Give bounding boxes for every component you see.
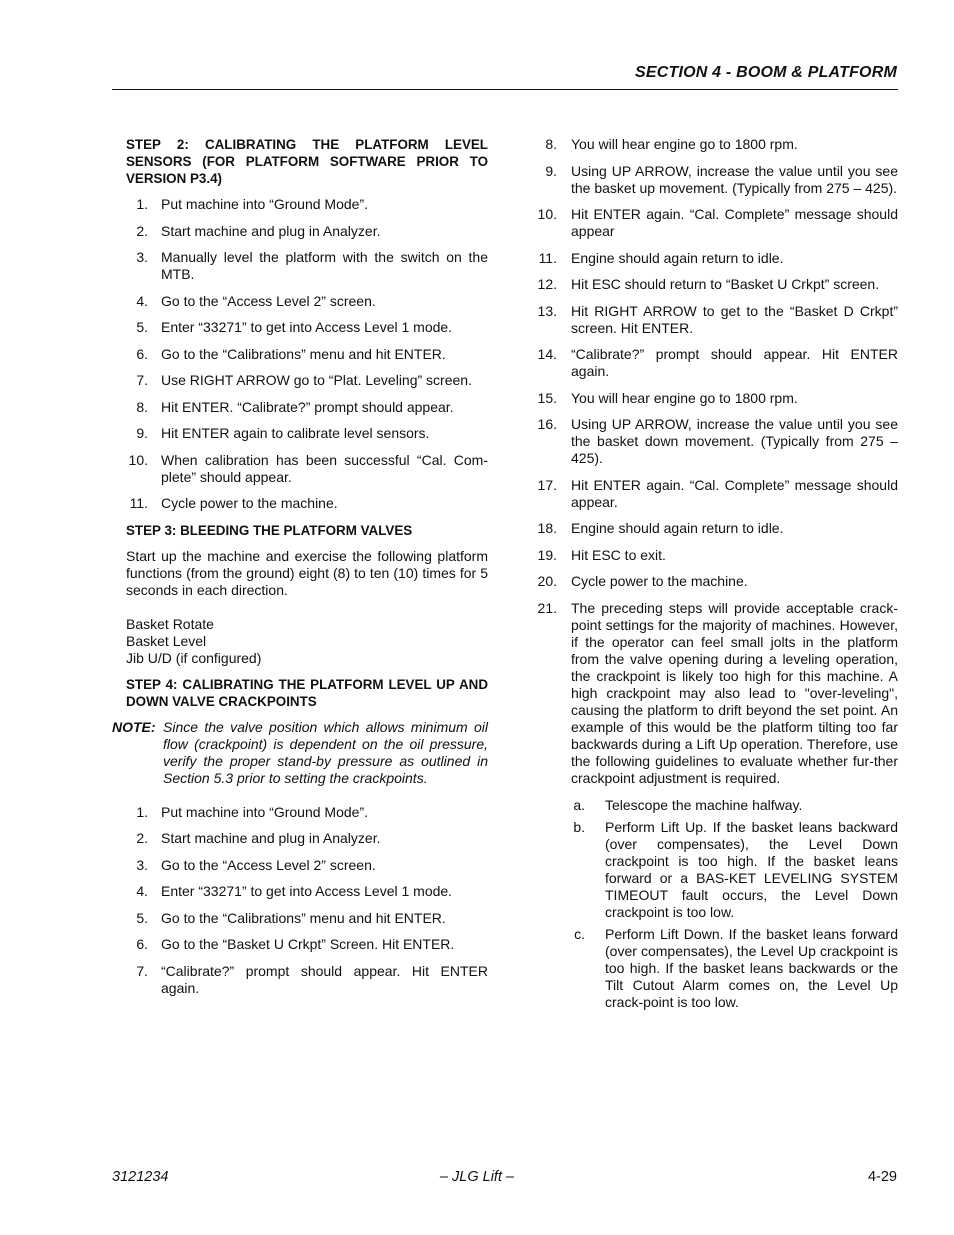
list-item xyxy=(126,830,488,847)
item-text: Go to the “Basket U Crkpt” Screen. Hit ENTER. xyxy=(161,936,455,952)
item-number: 2. xyxy=(136,222,148,239)
item-number: 6. xyxy=(136,345,148,362)
function-item: Basket Rotate xyxy=(126,615,214,632)
item-number: 5. xyxy=(136,319,148,335)
item-text: Hit ESC to exit. xyxy=(571,546,666,563)
note-block xyxy=(112,719,488,787)
list-item xyxy=(126,425,488,442)
item-number: 1. xyxy=(136,196,148,212)
item-number: 7. xyxy=(136,962,148,979)
sub-item-text: Telescope the machine halfway. xyxy=(605,796,803,813)
function-item: Basket Level xyxy=(126,632,207,649)
sub-item-letter: c. xyxy=(574,925,585,942)
list-item xyxy=(537,276,898,293)
item-number: 1. xyxy=(136,803,148,820)
item-text: You will hear engine go to 1800 rpm. xyxy=(571,389,798,406)
item-number: 4. xyxy=(136,883,148,899)
item-text: Enter “33271” to get into Access Level 1 mode. xyxy=(161,883,453,899)
step2-list xyxy=(126,196,488,512)
item-text: Hit ENTER again. “Cal. Complete” message should appear. xyxy=(571,476,898,510)
list-item xyxy=(537,303,898,337)
note-text: Since the valve position which allows minimum oil flow (crackpoint) is dependent on the oil pressure, verify the proper stand-by pressure as outlined in Section 5.3 prior to setting the crackpoints. xyxy=(163,718,488,786)
item-number: 11. xyxy=(538,249,557,266)
list-item xyxy=(126,963,488,997)
item-text: Engine should again return to idle. xyxy=(571,249,784,266)
list-item xyxy=(537,250,898,267)
item-text: Hit ENTER again. “Cal. Complete” message should appear xyxy=(571,206,898,239)
item-text: “Calibrate?” prompt should appear. Hit ENTER again. xyxy=(161,962,488,996)
item-text: Go to the “Access Level 2” screen. xyxy=(161,856,376,873)
item-text: Using UP ARROW, increase the value until you see the basket down movement. (Typically from 275 – 425). xyxy=(571,416,898,466)
list-item xyxy=(126,346,488,363)
header-rule xyxy=(112,89,898,90)
item-number: 11. xyxy=(129,495,148,511)
sub-item xyxy=(571,797,898,814)
item-text: Hit ESC should return to “Basket U Crkpt” screen. xyxy=(571,276,880,292)
right-column xyxy=(537,136,898,1020)
item-number: 6. xyxy=(136,936,148,952)
item-number: 14. xyxy=(537,346,557,362)
item-text: Cycle power to the machine. xyxy=(161,495,338,511)
item-text: Put machine into “Ground Mode”. xyxy=(161,803,368,820)
item-number: 20. xyxy=(537,573,557,589)
list-item xyxy=(126,452,488,486)
item-number: 13. xyxy=(537,302,557,319)
item-text: “Calibrate?” prompt should appear. Hit ENTER again. xyxy=(571,346,898,379)
step4-list xyxy=(126,804,488,997)
item-text: Go to the “Calibrations” menu and hit ENTER. xyxy=(161,909,446,926)
left-column xyxy=(112,136,488,1006)
sub-item-letter: a. xyxy=(573,796,585,813)
list-item xyxy=(126,249,488,283)
list-item xyxy=(126,936,488,953)
item-text: Cycle power to the machine. xyxy=(571,573,748,589)
item-number: 2. xyxy=(136,830,148,846)
item-number: 5. xyxy=(136,909,148,926)
item-text: Manually level the platform with the switch on the MTB. xyxy=(161,249,488,282)
sub-item xyxy=(571,926,898,1011)
list-item xyxy=(126,495,488,512)
item-number: 3. xyxy=(136,856,148,873)
list-item xyxy=(537,416,898,467)
item-number: 21. xyxy=(537,599,557,616)
list-item xyxy=(126,910,488,927)
item-number: 9. xyxy=(545,162,557,179)
item-text: You will hear engine go to 1800 rpm. xyxy=(571,136,798,152)
sub-item-text: Perform Lift Up. If the basket leans backward (over compensates), the Level Down crackpoint is too high. If the basket leans forward or a BAS-KET LEVELING SYSTEM TIMEOUT fault occurs, the Level Down crackpoint is too low. xyxy=(605,818,898,920)
item-number: 7. xyxy=(136,372,148,388)
item-text: Start machine and plug in Analyzer. xyxy=(161,830,381,846)
item-text: Engine should again return to idle. xyxy=(571,520,784,536)
item-text: Put machine into “Ground Mode”. xyxy=(161,196,368,212)
list-item xyxy=(537,346,898,380)
sub-item-text: Perform Lift Down. If the basket leans forward (over compensates), the Level Up crackpoint is too high. If the basket leans backwards or the Tilt Cutout Alarm comes on, the Level Up crack-point is too low. xyxy=(605,925,898,1010)
step4-heading: STEP 4: CALIBRATING THE PLATFORM LEVEL UP AND DOWN VALVE CRACKPOINTS xyxy=(126,676,488,709)
item-number: 3. xyxy=(136,249,148,265)
item-text: The preceding steps will provide acceptable crack-point settings for the majority of machines. However, if the operator can feel small jolts in the platform from the valve opening during a leveling operation, the crackpoint is likely too high for this machine. A high crackpoint may also lead to "over-leveling", causing the platform to drift beyond the set point. An example of this would be the platform tilting too far backwards during a Lift Up operation. Therefore, use the following guidelines to evaluate whether fur-ther crackpoint adjustment is required. xyxy=(571,599,898,786)
step2-heading: STEP 2: CALIBRATING THE PLATFORM LEVEL SENSORS (FOR PLATFORM SOFTWARE PRIOR TO VERSION P3.4) xyxy=(126,137,488,186)
item-text: Enter “33271” to get into Access Level 1 mode. xyxy=(161,319,453,335)
list-item xyxy=(537,136,898,153)
item-number: 15. xyxy=(537,389,557,406)
section-title: SECTION 4 - BOOM & PLATFORM xyxy=(635,64,897,81)
item-number: 9. xyxy=(136,425,148,441)
list-item xyxy=(126,372,488,389)
item-text: Hit RIGHT ARROW to get to the “Basket D Crkpt” screen. Hit ENTER. xyxy=(571,302,898,336)
list-item xyxy=(537,573,898,590)
list-item xyxy=(126,399,488,416)
item-text: Start machine and plug in Analyzer. xyxy=(161,222,381,239)
guideline-sublist xyxy=(571,797,898,1011)
list-item xyxy=(126,883,488,900)
item-text: Go to the “Calibrations” menu and hit ENTER. xyxy=(161,345,446,362)
item-number: 12. xyxy=(537,276,557,292)
item-number: 17. xyxy=(537,476,557,493)
item-number: 16. xyxy=(537,416,557,432)
list-item xyxy=(537,206,898,240)
list-item xyxy=(537,477,898,511)
step3-paragraph: Start up the machine and exercise the following platform functions (from the ground) eight (8) to ten (10) times for 5 seconds in each direction. xyxy=(126,547,488,598)
list-item xyxy=(537,520,898,537)
sub-item-letter: b. xyxy=(573,818,585,835)
item-number: 10. xyxy=(128,451,148,468)
list-item xyxy=(126,293,488,310)
item-text: When calibration has been successful “Cal. Com-plete” should appear. xyxy=(161,451,488,485)
footer-brand: – JLG Lift – xyxy=(439,1169,515,1185)
item-number: 8. xyxy=(136,398,148,415)
sub-item xyxy=(571,819,898,921)
list-item xyxy=(126,319,488,336)
note-label: NOTE: xyxy=(112,718,156,735)
list-item xyxy=(126,804,488,821)
platform-functions-list xyxy=(126,616,488,667)
list-item xyxy=(126,857,488,874)
step3-heading: STEP 3: BLEEDING THE PLATFORM VALVES xyxy=(126,522,413,538)
footer-doc-number: 3121234 xyxy=(112,1169,169,1185)
item-number: 8. xyxy=(545,136,557,152)
list-item xyxy=(537,163,898,197)
item-number: 4. xyxy=(136,292,148,309)
item-text: Use RIGHT ARROW go to “Plat. Leveling” screen. xyxy=(161,372,472,388)
list-item xyxy=(126,196,488,213)
item-text: Go to the “Access Level 2” screen. xyxy=(161,292,376,309)
item-number: 10. xyxy=(537,206,557,222)
list-item xyxy=(126,223,488,240)
list-item xyxy=(537,547,898,564)
list-item-21 xyxy=(537,600,898,1011)
item-text: Using UP ARROW, increase the value until you see the basket up movement. (Typically from 275 – 425). xyxy=(571,162,898,196)
item-number: 18. xyxy=(537,520,557,536)
item-number: 19. xyxy=(537,546,557,563)
function-item: Jib U/D (if configured) xyxy=(126,649,262,666)
step4-continued-list xyxy=(537,136,898,1011)
footer-page-number: 4-29 xyxy=(867,1169,897,1185)
item-text: Hit ENTER again to calibrate level sensors. xyxy=(161,425,430,441)
item-text: Hit ENTER. “Calibrate?” prompt should appear. xyxy=(161,398,454,415)
list-item xyxy=(537,390,898,407)
